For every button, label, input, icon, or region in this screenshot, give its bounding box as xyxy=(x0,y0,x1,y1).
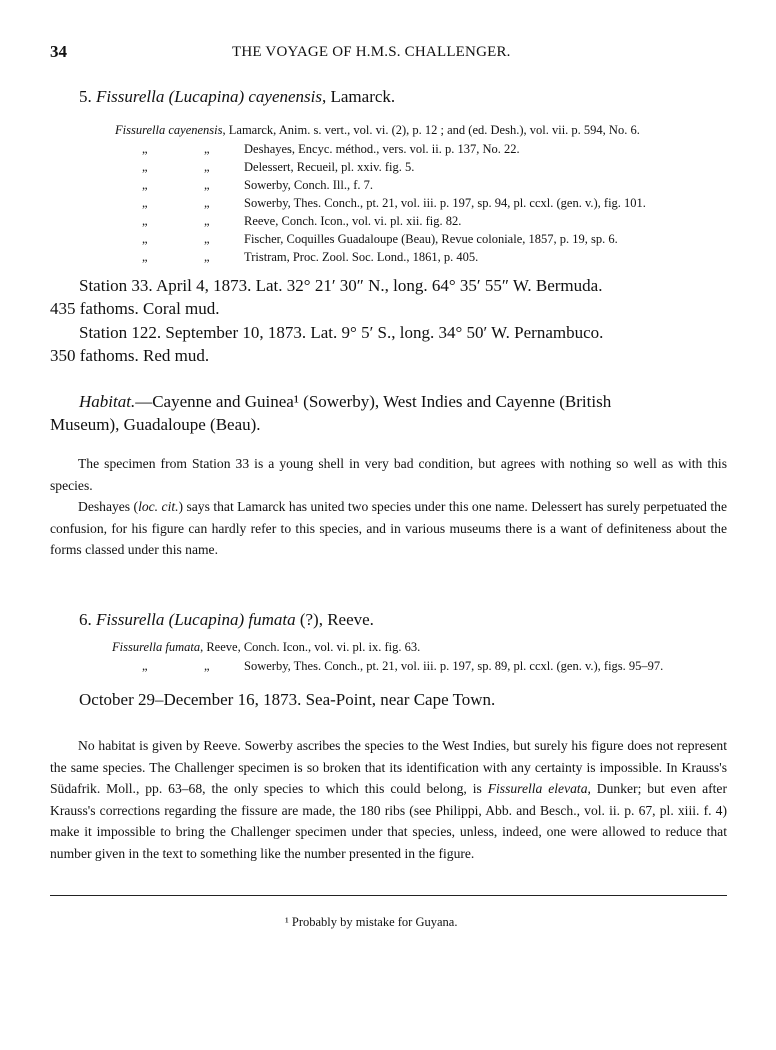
synonym-ref: , Reeve, Conch. Icon., vol. vi. pl. ix. fig. 63. xyxy=(200,640,421,654)
discussion-text xyxy=(50,453,727,561)
footnote-rule xyxy=(50,895,727,896)
ditto-mark: „ xyxy=(204,196,210,210)
habitat-label: Habitat. xyxy=(79,392,136,411)
species-author: , Lamarck. xyxy=(322,87,396,106)
habitat-line xyxy=(79,392,611,412)
species-heading xyxy=(79,610,374,630)
synonym-name: Fissurella fumata xyxy=(112,640,201,654)
species-number: 5. xyxy=(79,87,92,106)
station-line: October 29–December 16, 1873. Sea-Point, near Cape Town. xyxy=(79,690,496,709)
station-line: Station 122. September 10, 1873. Lat. 9° 5′ S., long. 34° 50′ W. Pernambuco. xyxy=(79,323,604,342)
ditto-mark: „ xyxy=(142,160,148,174)
paragraph: Deshayes (loc. cit.) says that Lamarck has united two species under this one name. Delessert has surely perpetuated the confusion, for his figure can hardly refer to this species, and in various museums there is a want of definiteness about the forms classed under this name. xyxy=(50,499,727,557)
paragraph: The specimen from Station 33 is a young shell in very bad condition, but agrees with nothing so well as with this species. xyxy=(50,456,727,493)
footnote xyxy=(285,915,457,930)
synonymy-line xyxy=(115,123,640,138)
synonymy-line xyxy=(112,640,420,655)
ditto-mark: „ xyxy=(142,196,148,210)
ditto-mark: „ xyxy=(204,142,210,156)
ditto-mark: „ xyxy=(204,232,210,246)
discussion-text xyxy=(50,735,727,864)
ditto-mark: „ xyxy=(142,250,148,264)
habitat-line: Museum), Guadaloupe (Beau). xyxy=(50,415,261,434)
synonym-ref: Fischer, Coquilles Guadaloupe (Beau), Revue coloniale, 1857, p. 19, sp. 6. xyxy=(244,232,618,246)
synonymy-line xyxy=(142,250,478,265)
synonymy-line xyxy=(142,196,646,211)
synonymy-line xyxy=(142,214,461,229)
ditto-mark: „ xyxy=(204,250,210,264)
ditto-mark: „ xyxy=(204,160,210,174)
habitat-text: —Cayenne and Guinea¹ (Sowerby), West Indies and Cayenne (British xyxy=(135,392,612,411)
synonymy-line xyxy=(142,142,520,157)
station-line: Station 33. April 4, 1873. Lat. 32° 21′ 30″ N., long. 64° 35′ 55″ W. Bermuda. xyxy=(79,276,603,295)
ditto-mark: „ xyxy=(204,214,210,228)
synonym-ref: Sowerby, Thes. Conch., pt. 21, vol. iii. p. 197, sp. 89, pl. ccxl. (gen. v.), figs. 95–97. xyxy=(244,659,664,673)
species-heading xyxy=(79,87,395,107)
ditto-mark: „ xyxy=(204,659,210,673)
synonym-ref: Delessert, Recueil, pl. xxiv. fig. 5. xyxy=(244,160,415,174)
ditto-mark: „ xyxy=(142,214,148,228)
ditto-mark: „ xyxy=(142,232,148,246)
synonym-ref: Sowerby, Conch. Ill., f. 7. xyxy=(244,178,374,192)
ditto-mark: „ xyxy=(142,142,148,156)
station-line: 350 fathoms. Red mud. xyxy=(50,346,210,365)
synonym-ref: Tristram, Proc. Zool. Soc. Lond., 1861, p. 405. xyxy=(244,250,479,264)
synonymy-line xyxy=(142,178,373,193)
page-number: 34 xyxy=(50,42,67,61)
species-author: (?), Reeve. xyxy=(295,610,374,629)
synonym-ref: Sowerby, Thes. Conch., pt. 21, vol. iii. p. 197, sp. 94, pl. ccxl. (gen. v.), fig. 101. xyxy=(244,196,646,210)
footnote-text: Probably by mistake for Guyana. xyxy=(288,915,458,929)
synonym-ref: Reeve, Conch. Icon., vol. vi. pl. xii. fig. 82. xyxy=(244,214,462,228)
species-name: Fissurella (Lucapina) cayenensis xyxy=(96,87,322,106)
ditto-mark: „ xyxy=(142,659,148,673)
synonymy-line xyxy=(142,659,663,674)
synonym-ref: Deshayes, Encyc. méthod., vers. vol. ii. p. 137, No. 22. xyxy=(244,142,520,156)
synonymy-line xyxy=(142,232,618,247)
ditto-mark: „ xyxy=(142,178,148,192)
ditto-mark: „ xyxy=(204,178,210,192)
footnote-mark: ¹ xyxy=(285,915,289,929)
station-line: 435 fathoms. Coral mud. xyxy=(50,299,220,318)
species-number: 6. xyxy=(79,610,92,629)
synonymy-line xyxy=(142,160,414,175)
paragraph: No habitat is given by Reeve. Sowerby ascribes the species to the West Indies, but surely his figure does not represent the same species. The Challenger specimen is so broken that its identification with any certainty is impossible. In Krauss's Südafrik. Moll., pp. 63–68, the only species to which this could belong, is Fissurella elevata, Dunker; but even after Krauss's corrections regarding the fissure are made, the 180 ribs (see Philippi, Abb. and Besch., vol. ii. p. 67, pl. xiii. f. 4) make it impossible to bring the Challenger specimen under that species, unless, indeed, one were allowed to reduce that number given in the text to something like the number presented in the figure. xyxy=(50,738,727,861)
running-title: THE VOYAGE OF H.M.S. CHALLENGER. xyxy=(232,44,511,60)
synonym-ref: , Lamarck, Anim. s. vert., vol. vi. (2), p. 12 ; and (ed. Desh.), vol. vii. p. 594, No. 6. xyxy=(222,123,640,137)
species-name: Fissurella (Lucapina) fumata xyxy=(96,610,296,629)
synonym-name: Fissurella cayenensis xyxy=(115,123,223,137)
